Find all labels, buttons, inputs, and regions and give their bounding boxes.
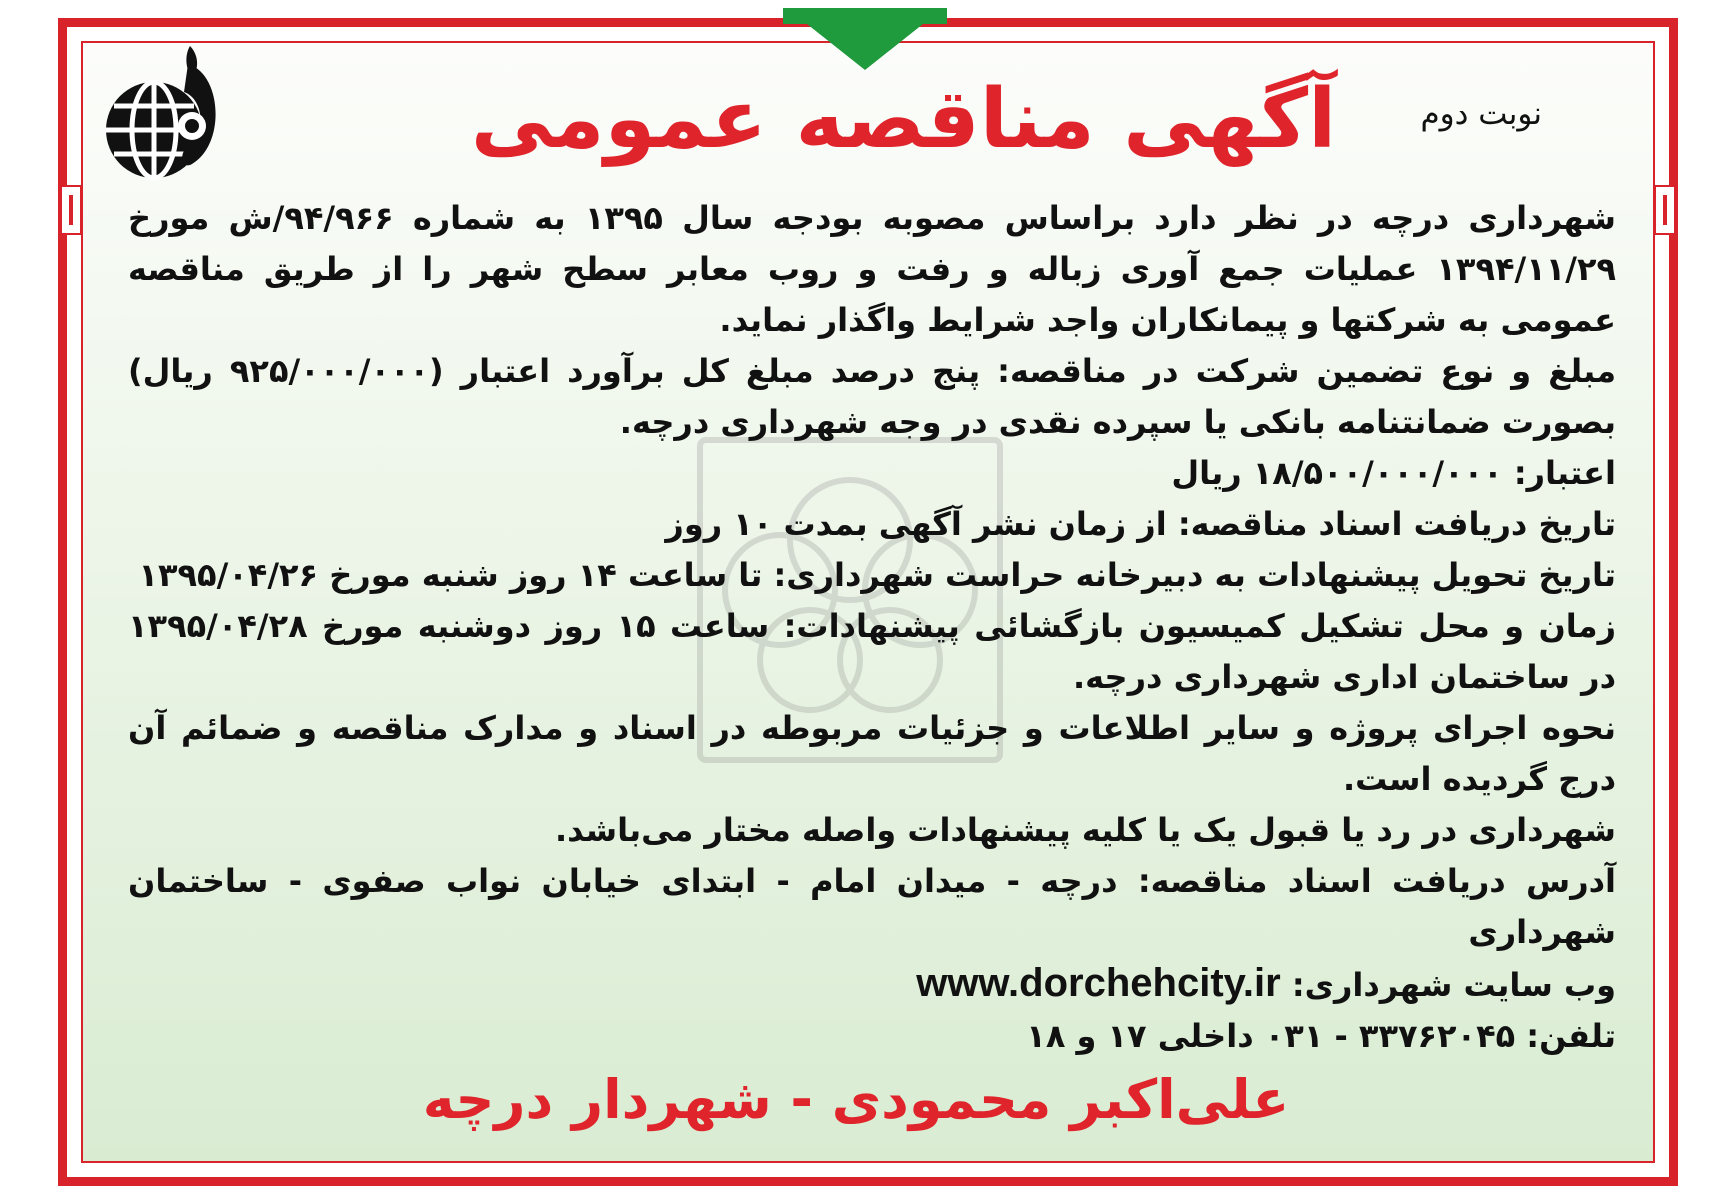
guarantee-paragraph: مبلغ و نوع تضمین شرکت در مناقصه: پنج درصد مبلغ کل برآورد اعتبار (۹۲۵/۰۰۰/۰۰۰ ریال) بصورت ضمانتنامه بانکی یا سپرده نقدی در وجه شهرداری درچه. xyxy=(128,352,1617,441)
green-arrow-icon xyxy=(783,8,947,72)
phone-line: تلفن: ۳۳۷۶۲۰۴۵ - ۰۳۱ داخلی ۱۷ و ۱۸ xyxy=(1026,1017,1616,1055)
website-line xyxy=(128,958,1616,1011)
address-line: آدرس دریافت اسناد مناقصه: درچه - میدان امام - ابتدای خیابان نواب صفوی - ساختمان شهرداری xyxy=(128,862,1616,951)
ad-title: آگهی مناقصه عمومی xyxy=(470,72,1337,167)
right-frame-tab xyxy=(1654,185,1676,235)
ad-body xyxy=(128,193,1616,1062)
website-link[interactable]: www.dorchehcity.ir xyxy=(916,961,1281,1005)
website-label: وب سایت شهرداری: xyxy=(1291,966,1616,1004)
mayor-signature: علی‌اکبر محمودی - شهردار درچه xyxy=(422,1068,1290,1131)
opening-session-paragraph: زمان و محل تشکیل کمیسیون بازگشائی پیشنهادات: ساعت ۱۵ روز دوشنبه مورخ ۱۳۹۵/۰۴/۲۸ در ساختمان اداری شهرداری درچه. xyxy=(128,607,1616,696)
document-date-line: تاریخ دریافت اسناد مناقصه: از زمان نشر آگهی بمدت ۱۰ روز xyxy=(665,505,1616,543)
intro-paragraph: شهرداری درچه در نظر دارد براساس مصوبه بودجه سال ۱۳۹۵ به شماره ۹۴/۹۶۶/ش مورخ ۱۳۹۴/۱۱/۲۹ عملیات جمع آوری زباله و رفت و روب معابر سطح شهر را از طریق مناقصه عمومی به شرکتها و پیمانکاران واجد شرایط واگذار نماید. xyxy=(128,199,1617,339)
rejection-rights-line: شهرداری در رد یا قبول یک یا کلیه پیشنهادات واصله مختار می‌باشد. xyxy=(554,811,1616,849)
project-details-line: نحوه اجرای پروژه و سایر اطلاعات و جزئیات مربوطه در اسناد و مدارک مناقصه و ضمائم آن درج گردیده است. xyxy=(128,709,1616,798)
budget-line: اعتبار: ۱۸/۵۰۰/۰۰۰/۰۰۰ ریال xyxy=(1171,454,1616,492)
left-frame-tab xyxy=(60,185,82,235)
submission-date-line: تاریخ تحویل پیشنهادات به دبیرخانه حراست شهرداری: تا ساعت ۱۴ روز شنبه مورخ ۱۳۹۵/۰۴/۲۶ xyxy=(138,556,1616,594)
publication-round-label: نوبت دوم xyxy=(1420,96,1542,132)
